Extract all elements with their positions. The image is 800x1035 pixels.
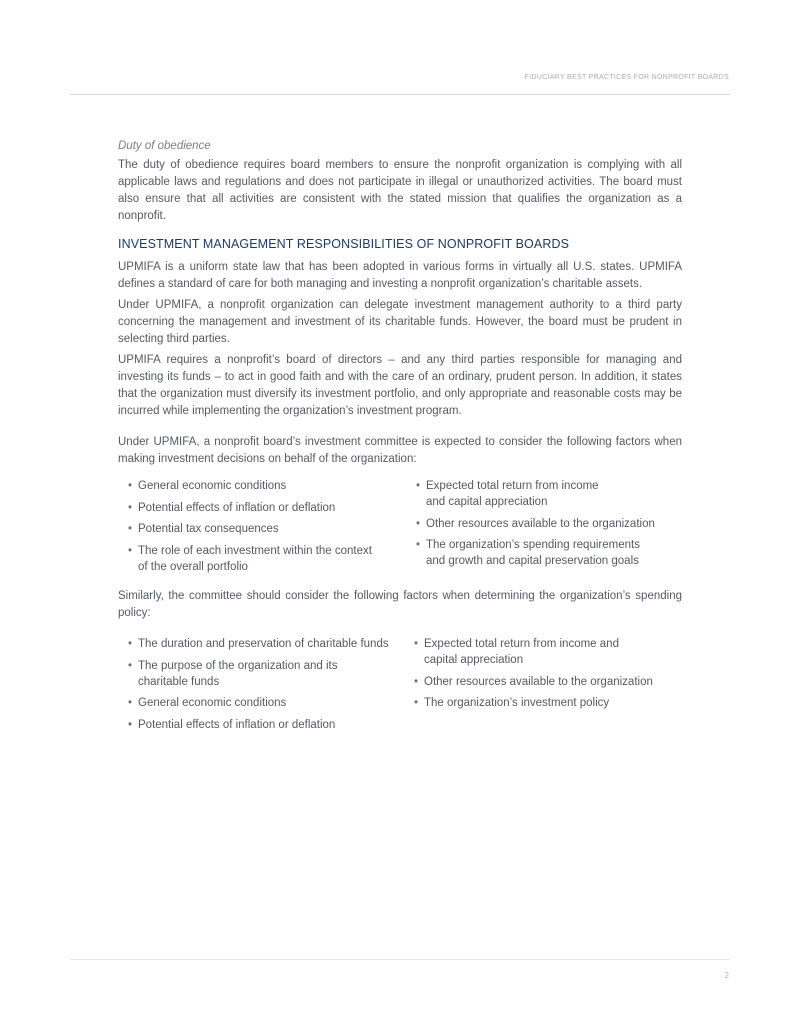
paragraph: UPMIFA requires a nonprofit’s board of directors – and any third parties responsible for managing and investing its funds – to act in good faith and with the care of an ordinary, prudent person. In addition, it states that the organization must diversify its investment portfolio, and only appropriate and reasonable costs may be incurred while implementing the organization’s investment program. — [118, 354, 682, 417]
spending-factors-intro: Similarly, the committee should consider the following factors when determining the organization’s spending policy: — [118, 590, 682, 619]
spending-factors-list — [118, 636, 682, 738]
duty-of-obedience-heading: Duty of obedience — [118, 140, 211, 152]
list-item: • Potential effects of inflation or deflation — [128, 500, 416, 516]
section-heading: INVESTMENT MANAGEMENT RESPONSIBILITIES OF NONPROFIT BOARDS — [118, 237, 570, 251]
list-item: • The role of each investment within the context of the overall portfolio — [128, 543, 378, 575]
investment-factors-intro: Under UPMIFA, a nonprofit board’s investment committee is expected to consider the following factors when making investment decisions on behalf of the organization: — [118, 436, 682, 465]
list-item: • Other resources available to the organization — [416, 516, 682, 532]
list-item: • The purpose of the organization and its charitable funds — [128, 658, 338, 690]
list-item: • The duration and preservation of charitable funds — [128, 636, 414, 652]
duty-of-obedience-text: The duty of obedience requires board members to ensure the nonprofit organization is complying with all applicable laws and regulations and does not participate in illegal or unauthorized activities. The board must also ensure that all activities are consistent with the stated mission that qualifies the organization as a nonprofit. — [118, 159, 682, 222]
list-item: • Expected total return from income and capital appreciation — [416, 478, 611, 510]
list-item: • The organization’s investment policy — [414, 695, 680, 711]
running-header: FIDUCIARY BEST PRACTICES FOR NONPROFIT BOARDS — [524, 74, 729, 81]
list-item: • Expected total return from income and capital appreciation — [414, 636, 629, 668]
investment-factors-list — [118, 478, 682, 580]
list-item: • General economic conditions — [128, 478, 416, 494]
list-item: • General economic conditions — [128, 695, 414, 711]
list-item: • Potential tax consequences — [128, 521, 416, 537]
footer-divider — [70, 959, 730, 960]
header-divider — [70, 94, 730, 95]
list-item: • Potential effects of inflation or deflation — [128, 717, 414, 733]
page-number: 2 — [724, 971, 729, 980]
list-item: • The organization’s spending requirements and growth and capital preservation goals — [416, 537, 651, 569]
paragraph: UPMIFA is a uniform state law that has been adopted in various forms in virtually all U.S. states. UPMIFA defines a standard of care for both managing and investing a nonprofit organization’s charitable assets. — [118, 261, 682, 290]
page-content — [118, 138, 682, 746]
paragraph: Under UPMIFA, a nonprofit organization can delegate investment management authority to a third party concerning the management and investment of its charitable funds. However, the board must be prudent in selecting third parties. — [118, 299, 682, 345]
list-item: • Other resources available to the organization — [414, 674, 680, 690]
